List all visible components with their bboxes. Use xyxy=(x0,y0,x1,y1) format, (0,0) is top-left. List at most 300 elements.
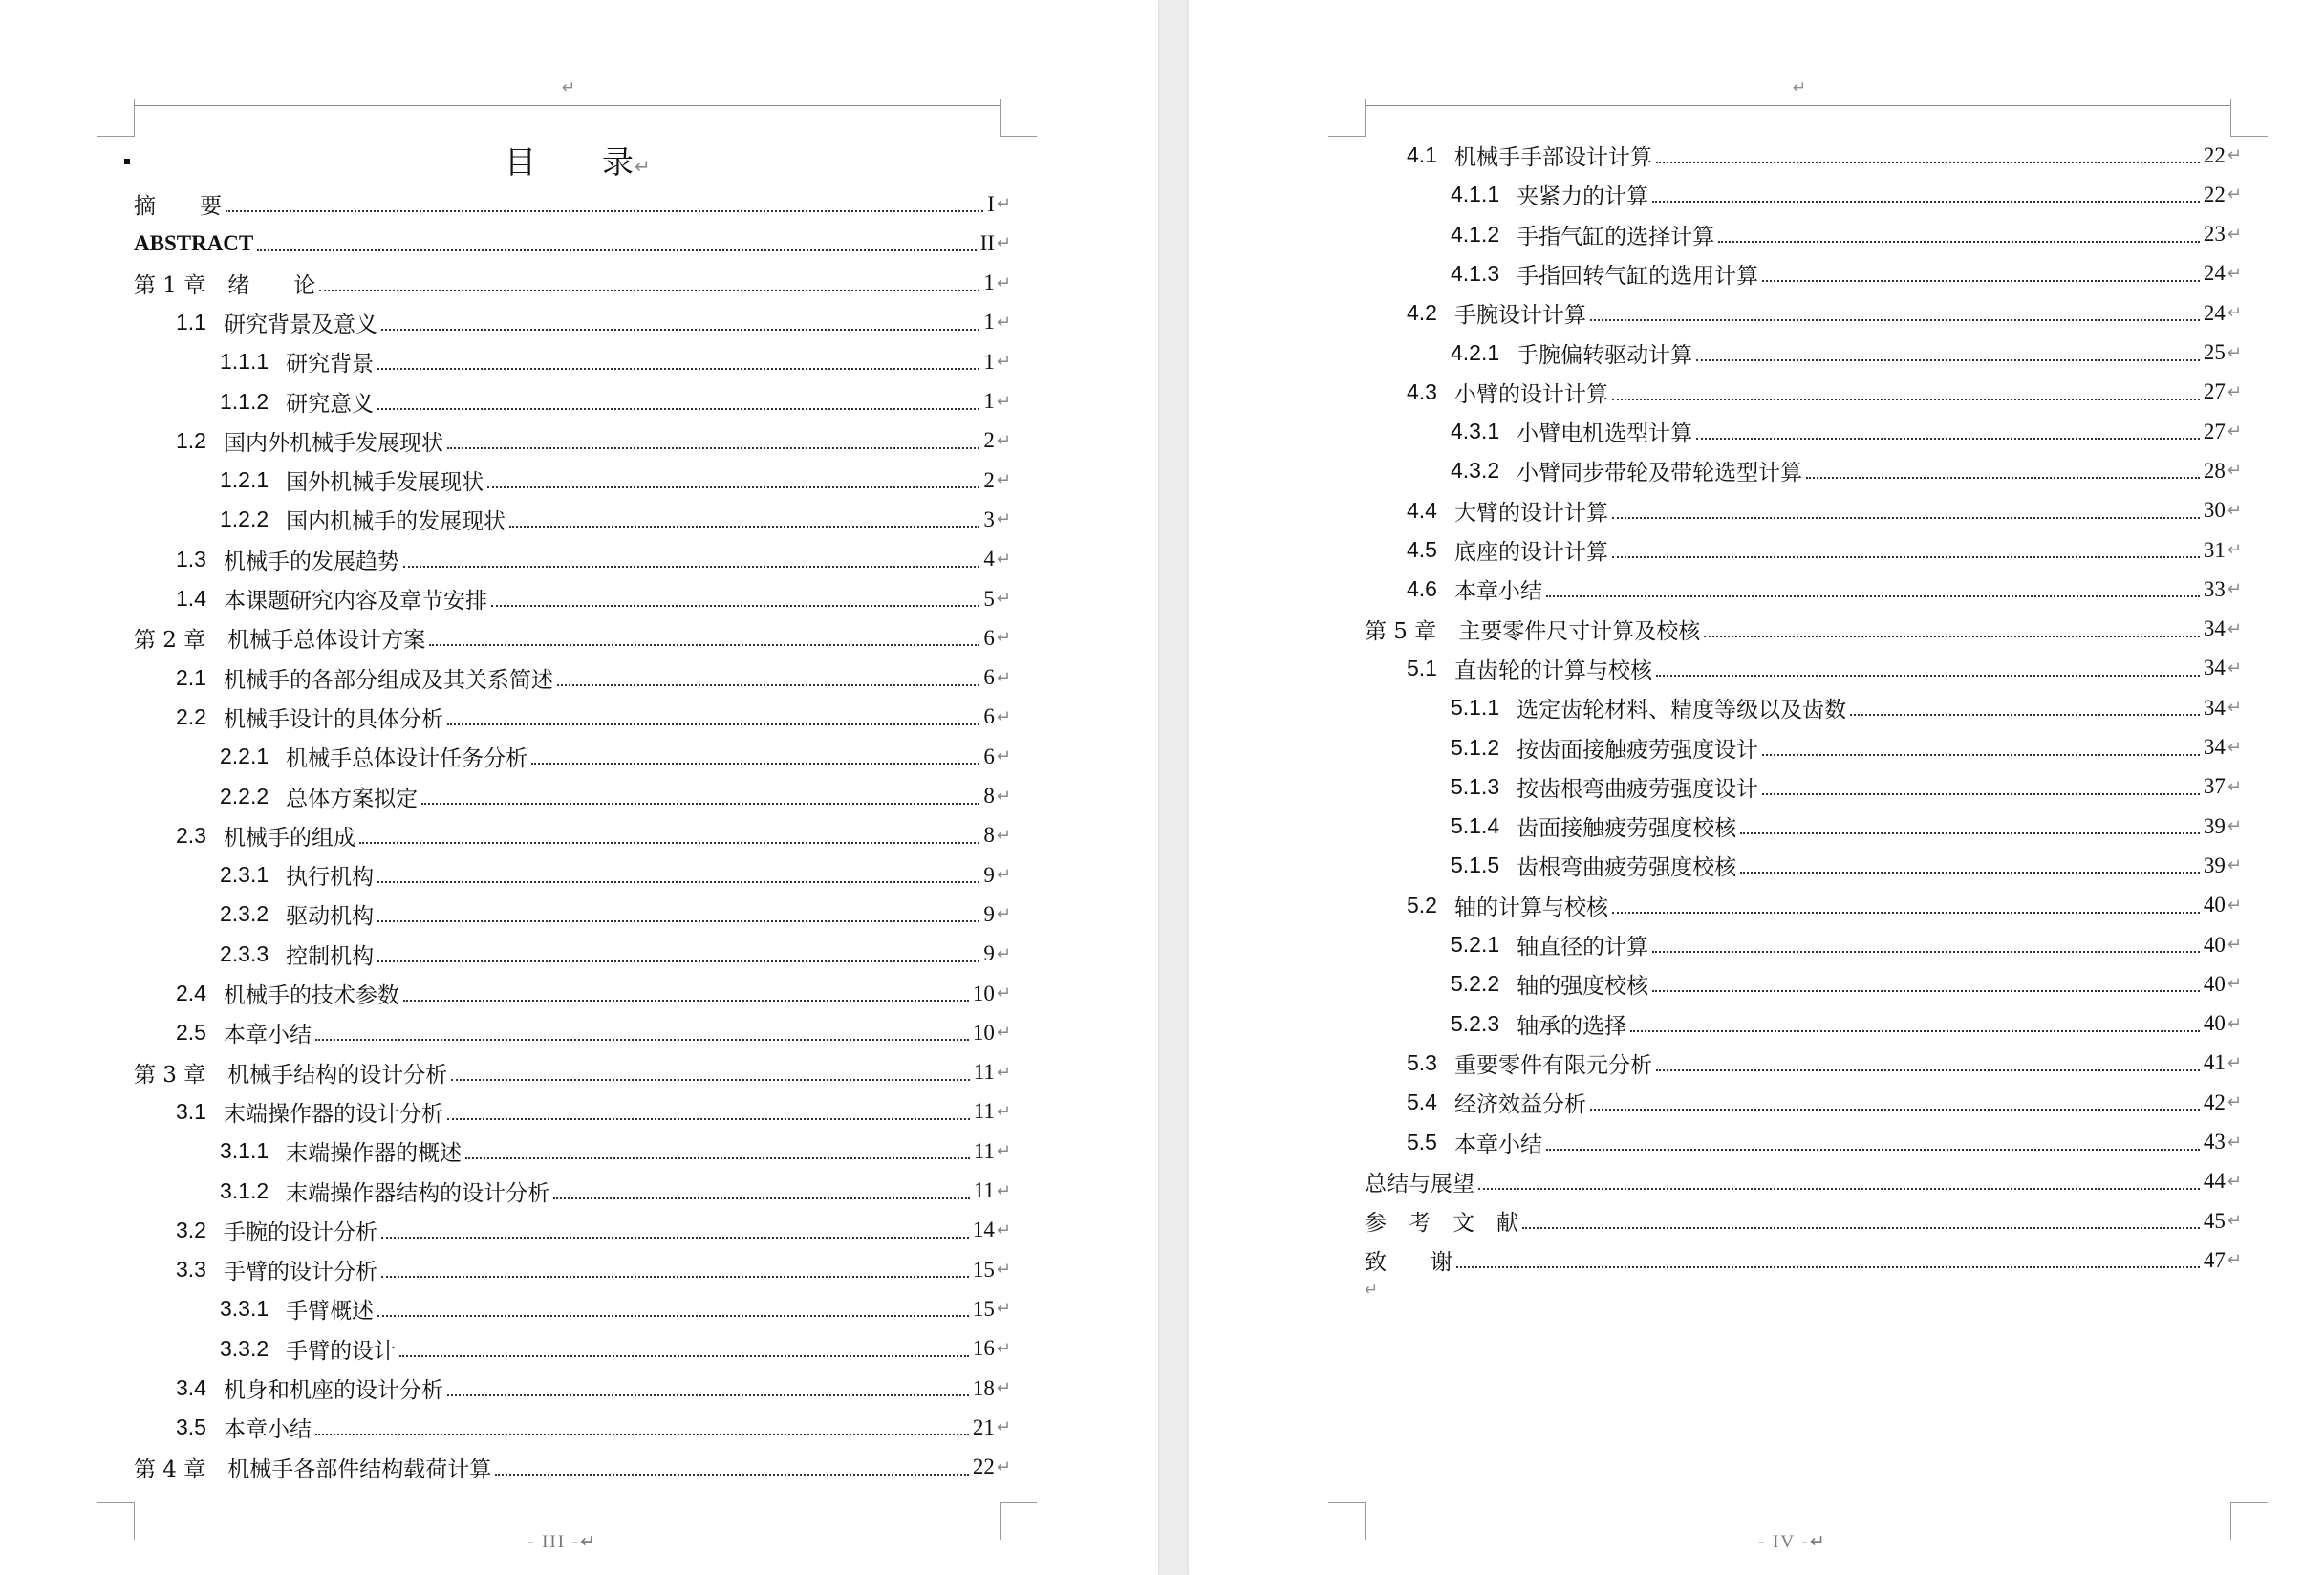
toc-entry[interactable] xyxy=(134,935,1011,974)
toc-dot-leader xyxy=(1456,1265,2200,1268)
toc-entry-title: 小臂的设计计算 xyxy=(1453,381,1608,407)
toc-entry-page: 5 xyxy=(983,586,995,611)
toc-dot-leader xyxy=(1612,398,2200,400)
paragraph-mark: ↵ xyxy=(996,1299,1011,1320)
toc-entry-page: 11 xyxy=(973,1099,995,1124)
heading-bullet xyxy=(124,159,130,164)
toc-entry-number: 1.2.1 xyxy=(220,467,269,493)
paragraph-mark: ↵ xyxy=(2227,855,2242,876)
paragraph-mark: ↵ xyxy=(2227,1171,2242,1192)
toc-entry-number: 2.3.3 xyxy=(220,940,269,966)
toc-dot-leader xyxy=(1696,437,2200,440)
toc-entry-number: 3.1.2 xyxy=(220,1177,269,1203)
toc-entry-page: 2 xyxy=(983,467,995,492)
toc-entry-page: 45 xyxy=(2203,1208,2226,1233)
toc-entry-title: 机械手总体设计任务分析 xyxy=(286,746,528,772)
toc-entry-title: 轴直径的计算 xyxy=(1517,935,1649,960)
toc-dot-leader xyxy=(429,643,979,646)
paragraph-mark: ↵ xyxy=(996,430,1011,451)
toc-entry[interactable] xyxy=(1365,1004,2242,1044)
paragraph-mark: ↵ xyxy=(996,904,1011,925)
toc-entry[interactable] xyxy=(1365,451,2242,490)
crop-mark-top-right xyxy=(1000,99,1037,137)
toc-dot-leader xyxy=(377,880,979,883)
crop-mark-bottom-right xyxy=(2230,1502,2268,1540)
toc-entry-page: 42 xyxy=(2203,1090,2226,1114)
toc-dot-leader xyxy=(491,604,979,607)
toc-dot-leader xyxy=(447,1117,970,1120)
document-page-right[interactable] xyxy=(1189,0,2324,1575)
toc-entry-title: 研究意义 xyxy=(286,391,375,417)
toc-dot-leader xyxy=(1762,279,2200,282)
header-paragraph-mark: ↵ xyxy=(562,78,576,97)
paragraph-mark: ↵ xyxy=(2227,776,2242,797)
toc-entry[interactable] xyxy=(134,184,1011,224)
toc-entry-title: 执行机构 xyxy=(286,865,375,891)
toc-entry-title: 机械手的发展趋势 xyxy=(223,549,399,574)
paragraph-mark: ↵ xyxy=(996,549,1011,570)
toc-entry-title: ABSTRACT xyxy=(134,230,254,255)
toc-dot-leader xyxy=(1652,989,2200,992)
paragraph-mark: ↵ xyxy=(996,312,1011,333)
toc-entry[interactable] xyxy=(1365,254,2242,293)
toc-entry-number: 3.3.1 xyxy=(220,1296,269,1322)
toc-entry-number: 2.3.1 xyxy=(220,862,269,888)
toc-entry-page: 39 xyxy=(2203,852,2226,877)
toc-dot-leader xyxy=(1740,831,2200,834)
toc-entry-page: 9 xyxy=(983,941,995,966)
paragraph-mark: ↵ xyxy=(2227,461,2242,482)
paragraph-mark: ↵ xyxy=(2227,698,2242,719)
paragraph-mark: ↵ xyxy=(996,1378,1011,1398)
toc-dot-leader xyxy=(447,1393,969,1396)
toc-entry-page: 40 xyxy=(2203,1011,2226,1036)
toc-entry[interactable] xyxy=(1365,1201,2242,1241)
toc-entry-page: 1 xyxy=(983,310,995,334)
toc-entry-title: 手臂的设计 xyxy=(286,1338,397,1364)
toc-dot-leader xyxy=(557,683,979,686)
toc-entry-page: 41 xyxy=(2203,1050,2226,1075)
toc-entry-title: 机械手手部设计计算 xyxy=(1453,145,1652,170)
toc-dot-leader xyxy=(377,1314,969,1317)
toc-entry-page: 22 xyxy=(972,1455,995,1479)
paragraph-mark: ↵ xyxy=(2227,1132,2242,1153)
toc-dot-leader xyxy=(377,407,979,410)
toc-entry[interactable] xyxy=(134,1092,1011,1132)
paragraph-mark: ↵ xyxy=(2227,895,2242,916)
toc-entry[interactable] xyxy=(1365,175,2242,214)
toc-entry-title: 经济效益分析 xyxy=(1453,1092,1586,1118)
toc-entry[interactable] xyxy=(134,500,1011,539)
toc-entry-title: 齿根弯曲疲劳强度校核 xyxy=(1517,855,1737,881)
toc-entry-number: 1.4 xyxy=(176,586,206,611)
toc-entry-page: 24 xyxy=(2203,300,2226,325)
toc-entry-page: 15 xyxy=(972,1257,995,1282)
toc-entry-page: 43 xyxy=(2203,1130,2226,1154)
toc-entry-number: 3.3.2 xyxy=(220,1335,269,1361)
toc-entry-title: 参 考 文 献 xyxy=(1365,1211,1518,1237)
toc-entry-page: 25 xyxy=(2203,340,2226,364)
toc-entry[interactable] xyxy=(134,579,1011,618)
toc-dot-leader xyxy=(1656,161,2200,163)
toc-entry-number: 4.1 xyxy=(1407,142,1437,167)
toc-dot-leader xyxy=(1718,240,2200,243)
toc-entry-page: 10 xyxy=(972,981,995,1005)
toc-entry-title: 轴承的选择 xyxy=(1517,1013,1627,1039)
toc-dot-leader xyxy=(487,485,979,488)
toc-entry[interactable] xyxy=(134,1053,1011,1092)
toc-dot-leader xyxy=(1522,1226,2200,1229)
toc-entry-number: 4.3.2 xyxy=(1451,458,1500,484)
toc-dot-leader xyxy=(1478,1187,2200,1190)
toc-dot-leader xyxy=(553,1197,970,1199)
toc-entry-page: 24 xyxy=(2203,261,2226,286)
toc-entry-page: 10 xyxy=(972,1020,995,1045)
paragraph-mark: ↵ xyxy=(996,628,1011,649)
paragraph-mark: ↵ xyxy=(996,825,1011,846)
toc-entry[interactable] xyxy=(134,698,1011,737)
toc-entry-page: 47 xyxy=(2203,1247,2226,1272)
toc-entry-number: 1.3 xyxy=(176,546,206,572)
toc-dot-leader xyxy=(1704,635,2200,637)
toc-entry[interactable] xyxy=(1365,649,2242,688)
toc-entry-title: 致 谢 xyxy=(1365,1250,1452,1276)
toc-entry[interactable] xyxy=(134,303,1011,342)
paragraph-mark: ↵ xyxy=(2227,342,2242,363)
toc-entry-page: 1 xyxy=(983,389,995,413)
toc-dot-leader xyxy=(315,1038,969,1041)
toc-entry[interactable] xyxy=(134,224,1011,263)
toc-entry[interactable] xyxy=(1365,215,2242,254)
toc-entry-title: 第 3 章 机械手结构的设计分析 xyxy=(134,1062,448,1088)
toc-entry-number: 5.1.1 xyxy=(1451,695,1500,721)
page-title: 目 录↵ xyxy=(505,143,652,181)
paragraph-mark: ↵ xyxy=(996,1338,1011,1359)
end-paragraph-mark: ↵ xyxy=(1365,1281,1379,1300)
toc-dot-leader xyxy=(1806,476,2200,479)
toc-entry[interactable] xyxy=(134,1329,1011,1369)
toc-entry-number: 2.4 xyxy=(176,981,206,1005)
toc-entry-title: 总结与展望 xyxy=(1365,1171,1474,1197)
toc-dot-leader xyxy=(1652,950,2200,953)
toc-entry[interactable] xyxy=(134,1448,1011,1487)
toc-entry[interactable] xyxy=(1365,334,2242,373)
toc-dot-leader xyxy=(447,723,979,725)
paragraph-mark: ↵ xyxy=(2227,1250,2242,1271)
paragraph-mark: ↵ xyxy=(996,667,1011,688)
toc-entry-number: 1.1.1 xyxy=(220,349,269,375)
toc-entry-title: 轴的强度校核 xyxy=(1517,974,1649,1000)
toc-entry-title: 驱动机构 xyxy=(286,904,375,930)
header-paragraph-mark: ↵ xyxy=(1793,78,1807,97)
toc-entry[interactable] xyxy=(1365,610,2242,649)
toc-entry-title: 本章小结 xyxy=(1453,1132,1542,1157)
toc-dot-leader xyxy=(1696,358,2200,361)
toc-entry[interactable] xyxy=(1365,1083,2242,1122)
toc-dot-leader xyxy=(1850,713,2200,716)
toc-entry-page: 9 xyxy=(983,862,995,887)
toc-dot-leader xyxy=(1612,911,2200,914)
paragraph-mark: ↵ xyxy=(996,470,1011,491)
toc-dot-leader xyxy=(315,1433,969,1435)
toc-dot-leader xyxy=(1630,1029,2200,1032)
toc-entry[interactable] xyxy=(1365,491,2242,530)
paragraph-mark: ↵ xyxy=(2227,224,2242,245)
toc-entry-page: 6 xyxy=(983,665,995,690)
toc-entry-title: 第 4 章 机械手各部件结构载荷计算 xyxy=(134,1456,492,1482)
paragraph-mark: ↵ xyxy=(996,352,1011,373)
toc-entry[interactable] xyxy=(1365,925,2242,964)
toc-entry-title: 机械手的技术参数 xyxy=(223,983,399,1008)
toc-entry-title: 国外机械手发展现状 xyxy=(286,470,484,496)
toc-entry-number: 3.5 xyxy=(176,1414,206,1440)
paragraph-mark: ↵ xyxy=(996,272,1011,293)
toc-entry-title: 小臂同步带轮及带轮选型计算 xyxy=(1517,461,1803,486)
paragraph-mark: ↵ xyxy=(2227,1052,2242,1073)
toc-entry[interactable] xyxy=(134,1211,1011,1250)
toc-dot-leader xyxy=(399,1354,969,1357)
toc-entry[interactable] xyxy=(134,816,1011,855)
toc-entry-page: 1 xyxy=(983,270,995,295)
toc-entry-title: 本课题研究内容及章节安排 xyxy=(223,589,487,614)
toc-entry[interactable] xyxy=(134,1172,1011,1211)
toc-entry-number: 1.2 xyxy=(176,427,206,453)
toc-entry-number: 2.1 xyxy=(176,664,206,690)
toc-entry[interactable] xyxy=(1365,1044,2242,1083)
toc-entry-page: 9 xyxy=(983,901,995,926)
toc-dot-leader xyxy=(451,1078,969,1081)
toc-entry-title: 直齿轮的计算与校核 xyxy=(1453,658,1652,683)
toc-entry[interactable] xyxy=(134,421,1011,461)
paragraph-mark: ↵ xyxy=(996,509,1011,530)
paragraph-mark: ↵ xyxy=(2227,816,2242,837)
toc-entry-number: 5.5 xyxy=(1407,1129,1437,1154)
toc-entry[interactable] xyxy=(1365,570,2242,609)
toc-entry-title: 夹紧力的计算 xyxy=(1517,184,1649,210)
toc-entry-page: 22 xyxy=(2203,182,2226,206)
paragraph-mark: ↵ xyxy=(996,233,1011,254)
toc-entry-title: 手腕偏转驱动计算 xyxy=(1517,342,1693,368)
toc-entry-title: 手腕设计计算 xyxy=(1453,303,1586,329)
toc-entry-page: 11 xyxy=(973,1060,995,1085)
toc-entry[interactable] xyxy=(1365,964,2242,1003)
toc-entry-number: 5.1 xyxy=(1407,655,1437,680)
toc-entry[interactable] xyxy=(1365,1162,2242,1201)
toc-entry-number: 3.3 xyxy=(176,1257,206,1283)
toc-entry-number: 5.4 xyxy=(1407,1090,1437,1115)
paragraph-mark: ↵ xyxy=(2227,935,2242,955)
toc-entry[interactable] xyxy=(134,1369,1011,1408)
toc-entry[interactable] xyxy=(134,618,1011,658)
toc-entry[interactable] xyxy=(1365,728,2242,767)
toc-entry-number: 5.1.3 xyxy=(1451,773,1500,799)
paragraph-mark: ↵ xyxy=(2227,421,2242,442)
toc-entry[interactable] xyxy=(134,540,1011,579)
document-page-left[interactable] xyxy=(0,0,1158,1575)
toc-entry-number: 5.3 xyxy=(1407,1049,1437,1075)
toc-entry-number: 5.1.4 xyxy=(1451,813,1500,839)
paragraph-mark: ↵ xyxy=(2227,145,2242,165)
paragraph-mark: ↵ xyxy=(2227,540,2242,560)
toc-entry-page: 11 xyxy=(973,1138,995,1163)
toc-entry-title: 末端操作器的设计分析 xyxy=(223,1101,443,1127)
toc-entry[interactable] xyxy=(134,382,1011,421)
toc-entry[interactable] xyxy=(134,777,1011,816)
paragraph-mark: ↵ xyxy=(996,943,1011,964)
paragraph-mark: ↵ xyxy=(996,865,1011,886)
toc-entry-title: 手指回转气缸的选用计算 xyxy=(1517,263,1759,289)
paragraph-mark: ↵ xyxy=(996,706,1011,727)
toc-entry[interactable] xyxy=(134,264,1011,303)
toc-dot-leader xyxy=(226,209,983,212)
paragraph-mark: ↵ xyxy=(996,1101,1011,1122)
paragraph-mark: ↵ xyxy=(2227,579,2242,600)
toc-entry-number: 2.5 xyxy=(176,1020,206,1046)
toc-entry-number: 4.3.1 xyxy=(1451,419,1500,444)
toc-dot-leader xyxy=(509,525,979,528)
crop-mark-top-left xyxy=(1328,99,1366,137)
paragraph-mark: ↵ xyxy=(996,391,1011,412)
toc-dot-leader xyxy=(1546,1148,2200,1151)
toc-entry[interactable] xyxy=(1365,136,2242,175)
toc-entry-page: 34 xyxy=(2203,735,2226,759)
toc-entry-page: 6 xyxy=(983,744,995,768)
toc-entry-page: 34 xyxy=(2203,616,2226,641)
toc-entry-title: 选定齿轮材料、精度等级以及齿数 xyxy=(1517,698,1847,723)
toc-entry[interactable] xyxy=(1365,846,2242,885)
toc-dot-leader xyxy=(495,1473,969,1476)
toc-entry-number: 4.5 xyxy=(1407,537,1437,562)
paragraph-mark: ↵ xyxy=(2227,263,2242,284)
toc-entry-title: 按齿根弯曲疲劳强度设计 xyxy=(1517,776,1759,802)
toc-entry[interactable] xyxy=(134,1013,1011,1052)
toc-entry[interactable] xyxy=(1365,1241,2242,1280)
toc-dot-leader xyxy=(465,1156,970,1159)
toc-entry-page: 18 xyxy=(972,1375,995,1400)
toc-dot-leader xyxy=(1590,318,2200,321)
toc-entry[interactable] xyxy=(134,1250,1011,1289)
toc-entry[interactable] xyxy=(134,855,1011,895)
toc-entry[interactable] xyxy=(134,895,1011,934)
toc-entry-number: 3.4 xyxy=(176,1375,206,1400)
toc-entry[interactable] xyxy=(1365,1123,2242,1162)
toc-entry-title: 手指气缸的选择计算 xyxy=(1517,224,1715,249)
toc-entry-page: I xyxy=(987,191,995,216)
toc-entry-title: 第 2 章 机械手总体设计方案 xyxy=(134,628,426,654)
toc-entry-page: II xyxy=(979,230,995,255)
paragraph-mark: ↵ xyxy=(996,983,1011,1003)
toc-entry[interactable] xyxy=(134,658,1011,698)
toc-entry[interactable] xyxy=(134,974,1011,1013)
toc-dot-leader xyxy=(421,802,979,805)
toc-entry-page: 40 xyxy=(2203,932,2226,957)
toc-entry-number: 4.1.2 xyxy=(1451,221,1500,247)
toc-dot-leader xyxy=(447,446,979,449)
toc-entry-title: 齿面接触疲劳强度校核 xyxy=(1517,816,1737,842)
toc-entry[interactable] xyxy=(1365,412,2242,451)
toc-entry-title: 总体方案拟定 xyxy=(286,786,419,811)
toc-entry-page: 23 xyxy=(2203,222,2226,247)
toc-entry-number: 4.1.3 xyxy=(1451,260,1500,286)
toc-entry-page: 11 xyxy=(973,1178,995,1202)
toc-entry-title: 摘 要 xyxy=(134,194,222,219)
toc-entry-number: 4.2 xyxy=(1407,300,1437,326)
paragraph-mark: ↵ xyxy=(2227,737,2242,758)
toc-entry-title: 机身和机座的设计分析 xyxy=(223,1378,443,1403)
toc-entry-title: 大臂的设计计算 xyxy=(1453,500,1608,526)
toc-entry-page: 30 xyxy=(2203,498,2226,523)
toc-entry[interactable] xyxy=(1365,373,2242,412)
toc-entry-title: 底座的设计计算 xyxy=(1453,540,1608,565)
toc-dot-leader xyxy=(377,919,979,922)
toc-dot-leader xyxy=(381,1275,969,1278)
toc-entry[interactable] xyxy=(134,1408,1011,1447)
toc-entry-page: 14 xyxy=(972,1218,995,1242)
toc-entry-page: 27 xyxy=(2203,379,2226,404)
toc-dot-leader xyxy=(381,1236,969,1239)
paragraph-mark: ↵ xyxy=(996,746,1011,767)
toc-entry-title: 小臂电机选型计算 xyxy=(1517,421,1693,447)
toc-entry[interactable] xyxy=(134,1289,1011,1328)
toc-entry[interactable] xyxy=(1365,293,2242,333)
toc-entry-number: 4.2.1 xyxy=(1451,339,1500,365)
toc-entry-number: 4.1.1 xyxy=(1451,182,1500,207)
toc-entry[interactable] xyxy=(1365,530,2242,570)
page-number-footer: - III -↵ xyxy=(527,1532,598,1552)
toc-entry-title: 研究背景 xyxy=(286,352,375,378)
toc-entry-title: 本章小结 xyxy=(1453,579,1542,605)
crop-mark-bottom-left xyxy=(97,1502,135,1540)
toc-entry-number: 5.1.2 xyxy=(1451,734,1500,760)
toc-entry-title: 控制机构 xyxy=(286,943,375,969)
toc-entry-number: 2.3 xyxy=(176,822,206,848)
toc-dot-leader xyxy=(319,289,979,291)
toc-entry-page: 33 xyxy=(2203,576,2226,601)
toc-dot-leader xyxy=(1762,792,2200,795)
toc-entry-title: 手臂的设计分析 xyxy=(223,1260,377,1285)
toc-dot-leader xyxy=(1546,594,2200,597)
toc-dot-leader xyxy=(257,248,976,251)
toc-entry-title: 末端操作器的概述 xyxy=(286,1141,463,1167)
header-rule xyxy=(1365,105,2230,106)
toc-dot-leader xyxy=(1612,555,2200,558)
toc-entry[interactable] xyxy=(1365,688,2242,727)
toc-dot-leader xyxy=(531,762,979,765)
toc-entry-page: 27 xyxy=(2203,419,2226,443)
paragraph-mark: ↵ xyxy=(2227,500,2242,521)
toc-dot-leader xyxy=(1652,200,2200,203)
toc-entry-page: 34 xyxy=(2203,695,2226,720)
toc-entry-page: 22 xyxy=(2203,142,2226,167)
toc-entry-number: 3.1 xyxy=(176,1098,206,1124)
paragraph-mark: ↵ xyxy=(996,1219,1011,1241)
paragraph-mark: ↵ xyxy=(2227,1211,2242,1232)
paragraph-mark: ↵ xyxy=(2227,1013,2242,1034)
toc-entry-number: 5.2.2 xyxy=(1451,971,1500,997)
toc-entry[interactable] xyxy=(1365,807,2242,846)
toc-entry-title: 末端操作器结构的设计分析 xyxy=(286,1180,550,1206)
toc-dot-leader xyxy=(403,999,969,1002)
toc-entry[interactable] xyxy=(134,342,1011,381)
toc-entry-number: 2.3.2 xyxy=(220,901,269,927)
toc-entry[interactable] xyxy=(1365,767,2242,807)
paragraph-mark: ↵ xyxy=(2227,974,2242,995)
toc-dot-leader xyxy=(377,960,979,962)
toc-entry[interactable] xyxy=(134,461,1011,500)
toc-entry[interactable] xyxy=(1365,886,2242,925)
toc-entry[interactable] xyxy=(134,737,1011,776)
toc-entry[interactable] xyxy=(134,1132,1011,1171)
